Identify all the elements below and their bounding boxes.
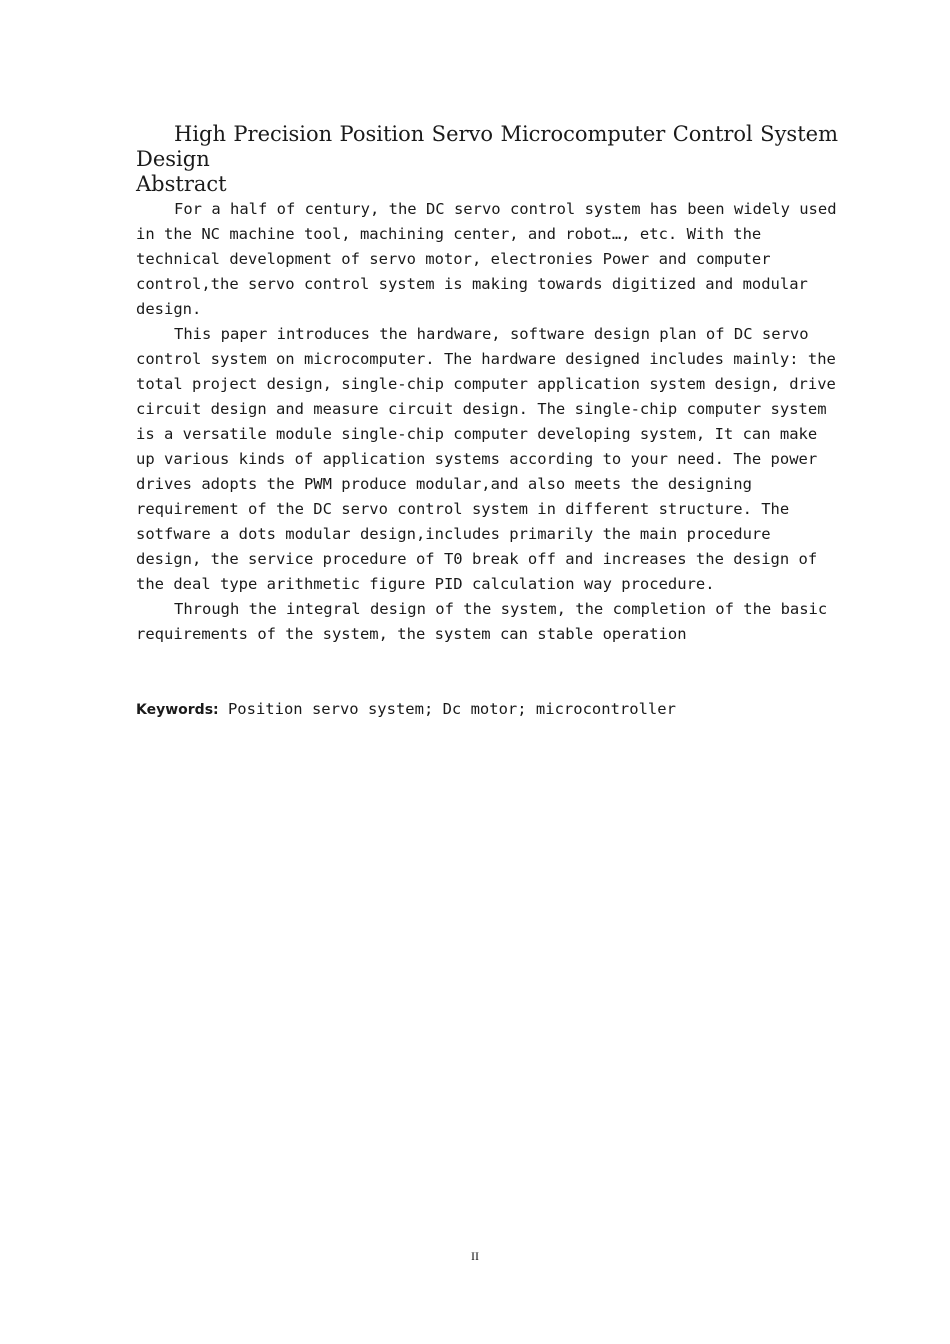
abstract-paragraph-3: Through the integral design of the system, the completion of the basic requirements of the system, the system can stable operation bbox=[136, 600, 828, 643]
keywords-label: Keywords: bbox=[136, 702, 219, 718]
page-number: II bbox=[471, 1249, 479, 1263]
keywords-text: Position servo system; Dc motor; microcontroller bbox=[218, 700, 676, 718]
abstract-section bbox=[136, 122, 838, 647]
keywords-line bbox=[136, 697, 838, 723]
abstract-paragraph-1: For a half of century, the DC servo control system has been widely used in the NC machine tool, machining center, and robot…, etc. With the technical development of servo motor, electronies Power and computer control,the servo control system is making towards digitized and modular design. bbox=[136, 200, 837, 318]
abstract-paragraph-2: This paper introduces the hardware, software design plan of DC servo control system on microcomputer. The hardware designed includes mainly: the total project design, single-chip computer application system design, drive circuit design and measure circuit design. The single-chip computer system is a versatile module single-chip computer developing system, It can make up various kinds of application systems according to your need. The power drives adopts the PWM produce modular,and also meets the designing requirement of the DC servo control system in different structure. The sotfware a dots modular design,includes primarily the main procedure design, the service procedure of T0 break off and increases the design of the deal type arithmetic figure PID calculation way procedure. bbox=[136, 325, 836, 593]
paper-title: High Precision Position Servo Microcomputer Control System Design bbox=[136, 122, 838, 171]
abstract-heading: Abstract bbox=[136, 172, 227, 196]
